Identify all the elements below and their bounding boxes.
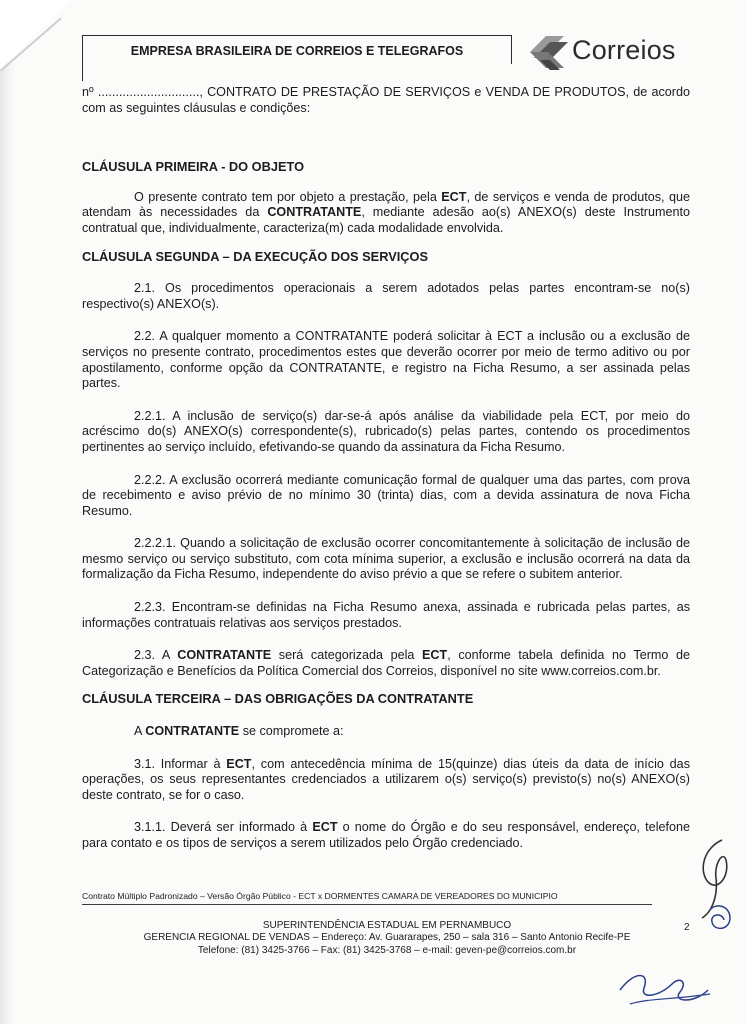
- footer-address-block: [82, 920, 692, 957]
- page-number: 2: [684, 922, 690, 933]
- header-rule: [82, 63, 83, 81]
- intro-paragraph: [82, 85, 690, 116]
- paragraph-2-3: 2.3. A CONTRATANTE será categorizada pela ECT, conforme tabela definida no Termo de Categorização e Benefícios da Política Comercial dos Correios, disponível no site www.correios.com.br.: [82, 648, 691, 678]
- handwritten-rubric-signature: [610, 960, 730, 1015]
- correios-logo-text: Correios: [572, 35, 676, 65]
- contract-body: [82, 85, 690, 852]
- clause-3-heading: CLÁUSULA TERCEIRA – DAS OBRIGAÇÕES DA CONTRATANTE: [82, 691, 474, 707]
- scan-edge-shadow: [0, 0, 14, 1024]
- paragraph-3-1: 3.1. Informar à ECT, com antecedência mínima de 15(quinze) dias úteis da data de início das operações, os seus representantes credenciados a utilizarem o(s) serviço(s) previsto(s) no(s) ANEXO(s) deste contrato, se for o caso.: [82, 756, 690, 802]
- footer-line-1: SUPERINTENDÊNCIA ESTADUAL EM PERNAMBUCO: [262, 920, 512, 931]
- paragraph-2-1: 2.1. Os procedimentos operacionais a serem adotados pelas partes encontram-se no(s) respectivo(s) ANEXO(s).: [82, 281, 690, 311]
- footer-line-3: Telefone: (81) 3425-3766 – Fax: (81) 3425-3768 – e-mail: geven-pe@correios.com.br: [197, 944, 577, 956]
- intro-text: CONTRATO DE PRESTAÇÃO DE SERVIÇOS e VENDA DE PRODUTOS, de acordo com as seguintes cláusulas e condições:: [82, 85, 690, 115]
- paragraph-2-2-2: 2.2.2. A exclusão ocorrerá mediante comunicação formal de qualquer uma das partes, com prova de recebimento e aviso prévio de no mínimo 30 (trinta) dias, com a devida assinatura de nova Ficha Resumo.: [82, 472, 690, 518]
- paragraph-2-2: 2.2. A qualquer momento a CONTRATANTE poderá solicitar à ECT a inclusão ou a exclusão de serviços no presente contrato, procedimentos estes que deverão ocorrer por meio de termo aditivo ou por apostilamento, conforme opção da CONTRATANTE, e registro na Ficha Resumo, a ser assinada pelas partes.: [82, 329, 690, 391]
- paragraph-2-2-3: 2.2.3. Encontram-se definidas na Ficha Resumo anexa, assinada e rubricada pelas partes, as informações contratuais relativas aos serviços prestados.: [82, 600, 690, 630]
- contract-number-blank: nº .............................,: [82, 85, 203, 99]
- clause-2-heading: CLÁUSULA SEGUNDA – DA EXECUÇÃO DOS SERVIÇOS: [82, 248, 429, 264]
- paragraph-2-2-2-1: 2.2.2.1. Quando a solicitação de exclusão ocorrer concomitantemente à solicitação de inclusão de mesmo serviço ou serviço substituto, com cota mínima superior, a exclusão e inclusão ocorrerá na data da formalização da Ficha Resumo, independente do aviso prévio a que se refere o subitem anterior.: [82, 536, 690, 582]
- paragraph-2-2-1: 2.2.1. A inclusão de serviço(s) dar-se-á após análise da viabilidade pela ECT, por meio do acréscimo do(s) ANEXO(s) correspondente(s), rubricado(s) pelas partes, contendo os procedimentos pertinentes ao serviço incluído, efetivando-se quando da assinatura da Ficha Resumo.: [82, 408, 690, 454]
- footer-line-2: GERENCIA REGIONAL DE VENDAS – Endereço: Av. Guararapes, 250 – sala 316 – Santo Antonio Recife-PE: [143, 932, 631, 944]
- paragraph-3-1-1: 3.1.1. Deverá ser informado à ECT o nome do Órgão e do seu responsável, endereço, telefone para contato e os tipos de serviços a serem utilizados pelo Órgão credenciado.: [82, 820, 691, 850]
- clause-1-heading: CLÁUSULA PRIMEIRA - DO OBJETO: [82, 159, 305, 175]
- clause-3-lead: A CONTRATANTE se compromete a:: [134, 724, 344, 739]
- handwritten-initial-signature: [690, 830, 740, 940]
- correios-logo: [524, 30, 704, 78]
- clause-1-paragraph: O presente contrato tem por objeto a prestação, pela ECT, de serviços e venda de produtos, que atendam às necessidades da CONTRATANTE, mediante adesão ao(s) ANEXO(s) deste Instrumento contratual que, individualmente, caracteriza(m) cada modalidade envolvida.: [82, 189, 690, 235]
- footer-rule: [82, 904, 652, 905]
- correios-logo-icon: [524, 30, 572, 74]
- footer-contract-title: Contrato Múltiplo Padronizado – Versão Órgão Público - ECT x DORMENTES CAMARA DE VEREADORES DO MUNICIPIO: [82, 891, 558, 901]
- header-title: EMPRESA BRASILEIRA DE CORREIOS E TELEGRAFOS: [82, 35, 512, 64]
